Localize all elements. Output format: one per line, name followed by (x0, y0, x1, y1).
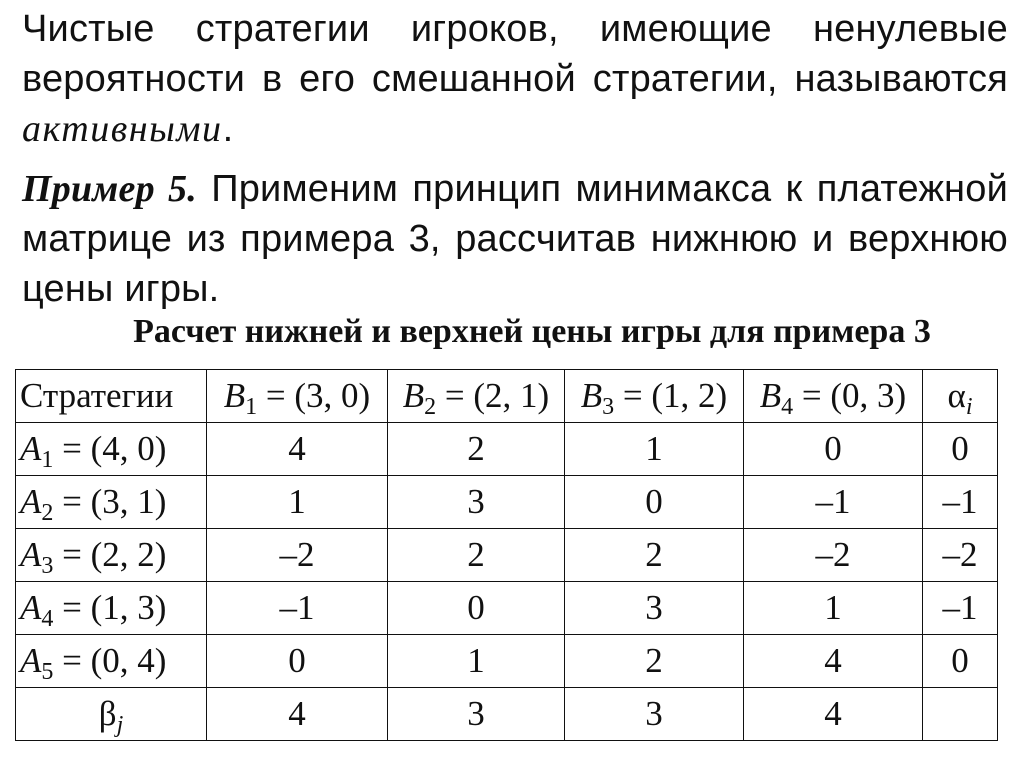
table-row (16, 635, 998, 688)
example-text: Применим принцип минимакса к платежной матрице из примера 3, рассчитав нижнюю и верхнюю цены игры. (22, 168, 1009, 310)
column-header-b2: $B_2 = (2$, 1) (388, 370, 565, 423)
beta-cell: 3 (565, 688, 744, 741)
table-cell: 3 (565, 582, 744, 635)
table-cell: 0 (744, 423, 923, 476)
row-header-a3: $A_3 = (2$, 2) (16, 529, 207, 582)
alpha-cell: 0 (923, 635, 998, 688)
table-title: Расчет нижней и верхней цены игры для примера 3 (133, 313, 931, 350)
column-header-b3: $B_3 = (1$, 2) (565, 370, 744, 423)
row-header-a4: $A_4 = (1$, 3) (16, 582, 207, 635)
beta-cell (923, 688, 998, 741)
table-cell: 2 (388, 529, 565, 582)
row-header-a2: $A_2 = (3$, 1) (16, 476, 207, 529)
table-cell: –1 (744, 476, 923, 529)
table-row (16, 529, 998, 582)
example-paragraph (22, 164, 1008, 314)
table-cell: 2 (565, 635, 744, 688)
beta-cell: 4 (207, 688, 388, 741)
table-cell: 4 (744, 635, 923, 688)
alpha-cell: –2 (923, 529, 998, 582)
corner-header: Стратегии (16, 370, 207, 423)
example-label: Пример 5. (22, 168, 197, 210)
table-cell: 1 (388, 635, 565, 688)
definition-end: . (222, 108, 234, 150)
row-header-beta: $\beta_j$ (16, 688, 207, 741)
table-row (16, 476, 998, 529)
column-header-alpha: $\alpha_i$ (923, 370, 998, 423)
table-cell: 1 (207, 476, 388, 529)
definition-text: Чистые стратегии игроков, имеющие ненулевые вероятности в его смешанной стратегии, называются (22, 8, 1008, 100)
table-header-row (16, 370, 998, 423)
row-header-a5: $A_5 = (0$, 4) (16, 635, 207, 688)
table-cell: 1 (744, 582, 923, 635)
table-cell: 2 (388, 423, 565, 476)
table-cell: 1 (565, 423, 744, 476)
table-cell: 0 (388, 582, 565, 635)
table-cell: 0 (565, 476, 744, 529)
definition-paragraph (22, 4, 1008, 154)
alpha-cell: 0 (923, 423, 998, 476)
table-cell: 0 (207, 635, 388, 688)
table-cell: –2 (744, 529, 923, 582)
table-cell: 3 (388, 476, 565, 529)
table-cell: 2 (565, 529, 744, 582)
beta-cell: 3 (388, 688, 565, 741)
table-row (16, 582, 998, 635)
table-cell: 4 (207, 423, 388, 476)
table-cell: –2 (207, 529, 388, 582)
beta-row (16, 688, 998, 741)
payoff-table (15, 369, 998, 741)
active-term: активными (22, 108, 223, 150)
table-row (16, 423, 998, 476)
alpha-cell: –1 (923, 582, 998, 635)
column-header-b1: $B_1 = (3$, 0) (207, 370, 388, 423)
row-header-a1: $A_1 = (4$, 0) (16, 423, 207, 476)
beta-cell: 4 (744, 688, 923, 741)
column-header-b4: $B_4 = (0$, 3) (744, 370, 923, 423)
table-cell: –1 (207, 582, 388, 635)
alpha-cell: –1 (923, 476, 998, 529)
